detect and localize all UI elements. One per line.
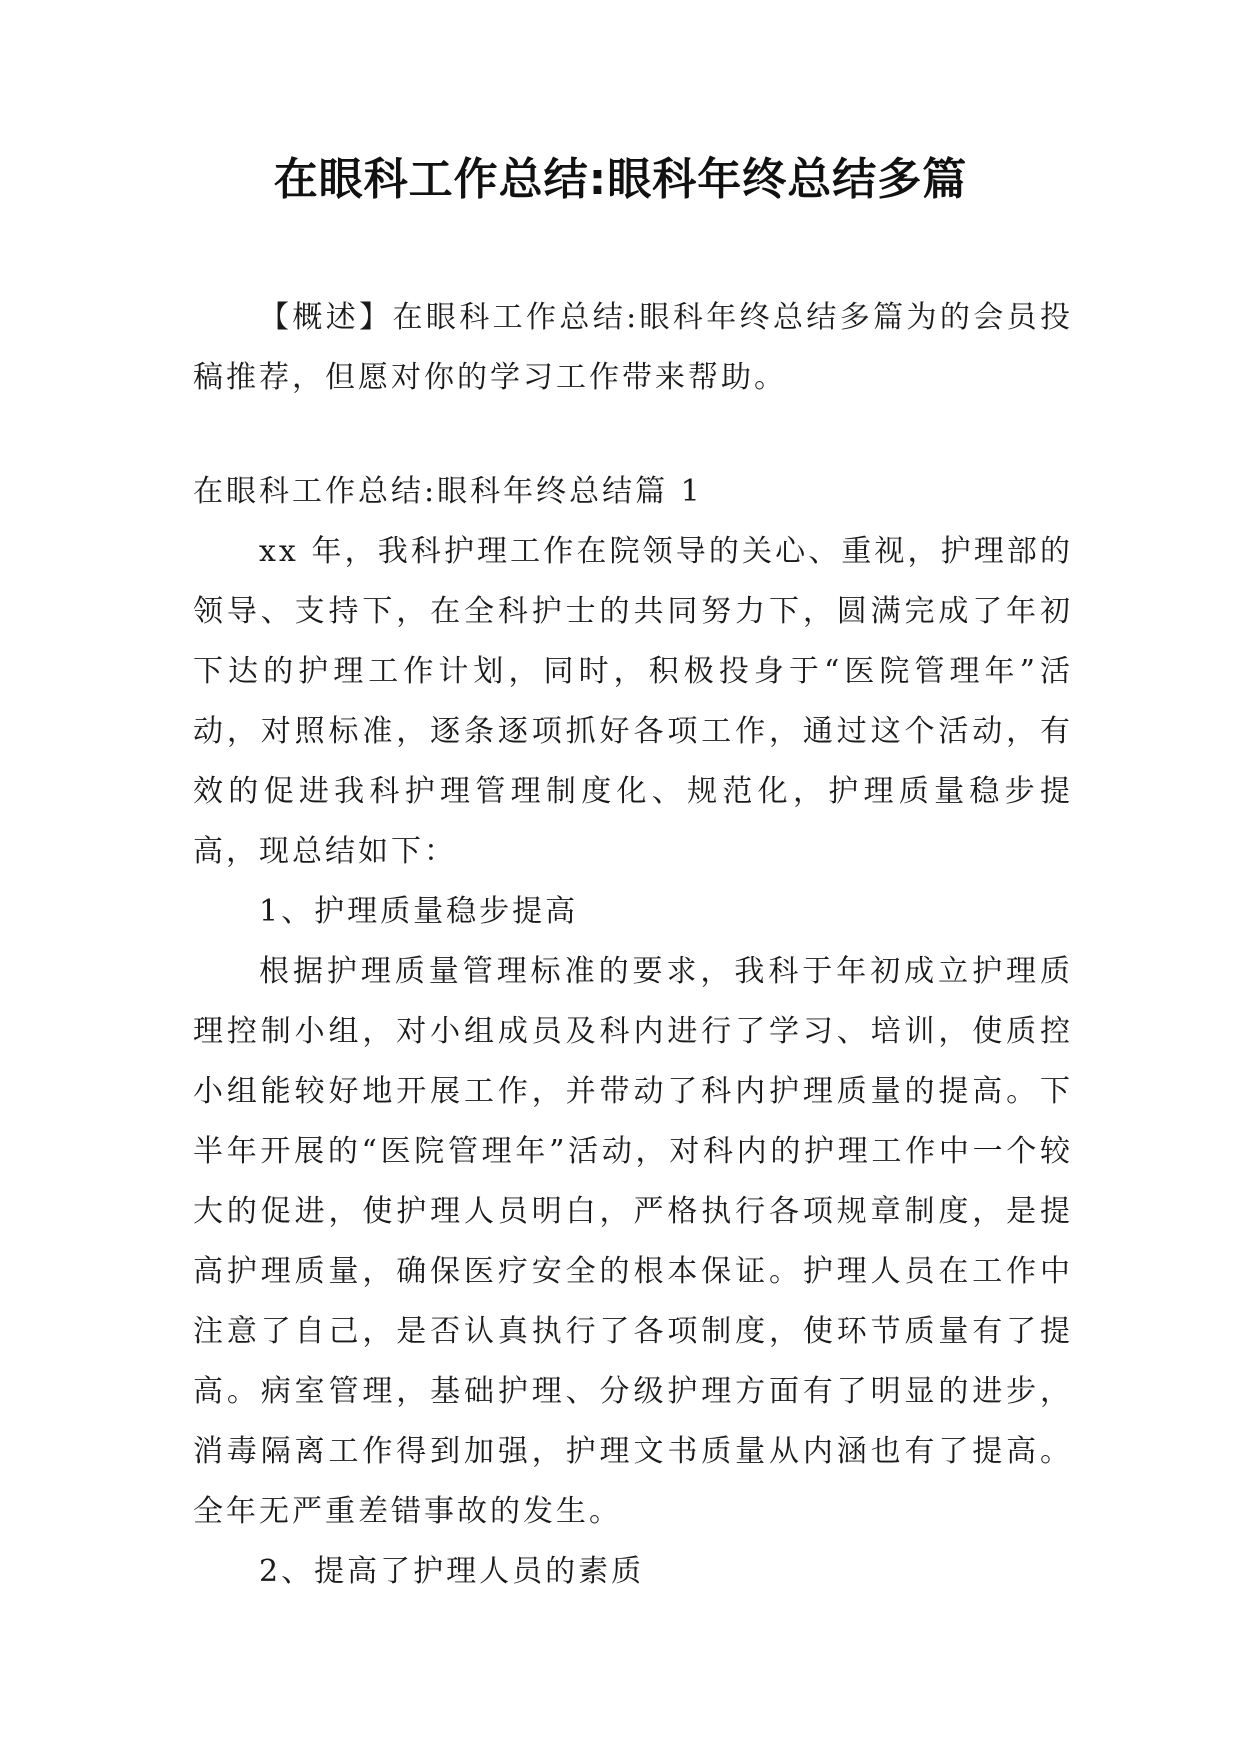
section-heading: 在眼科工作总结:眼科年终总结篇 1 <box>193 474 703 509</box>
body-paragraph: xx 年，我科护理工作在院领导的关心、重视，护理部的领导、支持下，在全科护士的共同努力下，圆满完成了年初下达的护理工作计划，同时，积极投身于“医院管理年”活动，对照标准，逐条逐项抓好各项工作，通过这个活动，有效的促进我科护理管理制度化、规范化，护理质量稳步提高，现总结如下： <box>193 534 1073 869</box>
document-title: 在眼科工作总结:眼科年终总结多篇 <box>273 154 968 205</box>
document-body <box>193 522 1073 1602</box>
body-paragraph: 根据护理质量管理标准的要求，我科于年初成立护理质理控制小组，对小组成员及科内进行了学习、培训，使质控小组能较好地开展工作，并带动了科内护理质量的提高。下半年开展的“医院管理年”活动，对科内的护理工作中一个较大的促进，使护理人员明白，严格执行各项规章制度，是提高护理质量，确保医疗安全的根本保证。护理人员在工作中注意了自己，是否认真执行了各项制度，使环节质量有了提高。病室管理，基础护理、分级护理方面有了明显的进步，消毒隔离工作得到加强，护理文书质量从内涵也有了提高。全年无严重差错事故的发生。 <box>193 954 1073 1529</box>
subsection-heading: 2、提高了护理人员的素质 <box>259 1554 645 1589</box>
summary-paragraph: 【概述】在眼科工作总结:眼科年终总结多篇为的会员投稿推荐，但愿对你的学习工作带来帮助。 <box>193 300 1073 395</box>
subsection-heading: 1、护理质量稳步提高 <box>259 894 579 929</box>
